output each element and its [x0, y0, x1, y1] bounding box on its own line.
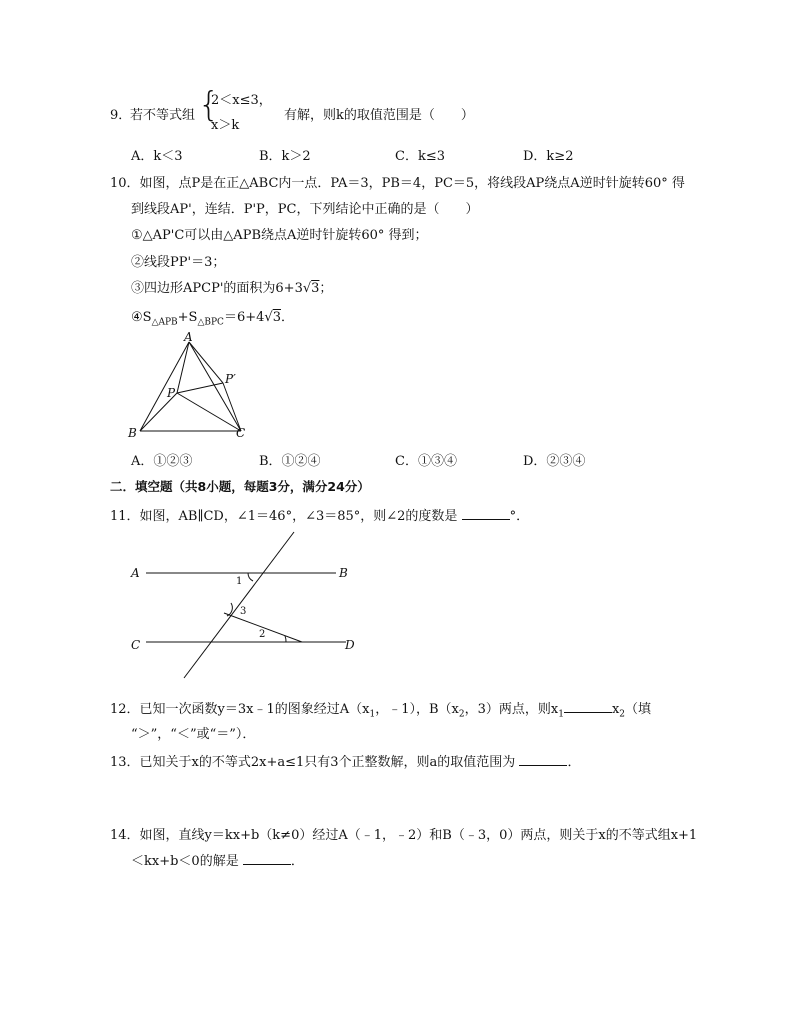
q9-option-a: A．k＜3: [131, 149, 183, 164]
q11-figure-lines: [146, 532, 346, 678]
q10-stem-line2: 到线段AP'，连结．P'P，PC，下列结论中正确的是（ ）: [131, 202, 479, 217]
angle-2-label: 2: [259, 629, 266, 640]
label-C: C: [131, 638, 141, 652]
q9-option-d: D．k≥2: [523, 149, 574, 164]
q14-stem-line2: ＜kx+b＜0的解是 ．: [131, 854, 304, 869]
q9-system-line1: 2＜x≤3，: [211, 93, 272, 108]
q9-option-c: C．k≤3: [395, 149, 445, 164]
label-B: B: [128, 426, 137, 440]
section-heading: 二．填空题（共8小题，每题3分，满分24分）: [110, 479, 370, 494]
q12-stem-line1: 12．已知一次函数y＝3x﹣1的图象经过$A(x_1$，﹣1），$B(x_2$，3）两点，则$x_1$ $x_2$（填: [110, 702, 652, 720]
q10-statement-3: ③四边形APCP'的面积为6+3√3；: [131, 281, 333, 296]
label-B: B: [339, 566, 348, 580]
q10-figure-lines: [140, 342, 241, 431]
q14-answer-blank[interactable]: [243, 852, 291, 865]
q12-answer-blank[interactable]: [564, 700, 612, 713]
q10-statement-2: ②线段PP'＝3；: [131, 255, 226, 270]
q10-option-c: C．①③④: [395, 454, 457, 469]
q10-option-a: A．①②③: [131, 454, 193, 469]
q10-option-d: D．②③④: [523, 454, 586, 469]
q11-stem: 11．如图，AB∥CD，∠1＝46°，∠3＝85°，则∠2的度数是 °．: [110, 509, 530, 524]
q12-stem-line2: “＞”，“＜”或“＝”）．: [131, 727, 256, 742]
label-P: P: [167, 386, 176, 400]
q10-triangle-figure: [122, 330, 262, 442]
label-C: C: [236, 426, 246, 440]
q10-option-b: B．①②④: [259, 454, 321, 469]
label-P-prime: P′: [225, 372, 236, 386]
q11-answer-blank[interactable]: [462, 507, 510, 520]
label-D: D: [345, 638, 355, 652]
angle-1-label: 1: [236, 576, 243, 587]
q9-option-b: B．k＞2: [259, 149, 311, 164]
q14-stem-line1: 14．如图，直线y＝kx+b（k≠0）经过A（﹣1，﹣2）和B（﹣3，0）两点，则关于x的不等式组x+1: [110, 828, 698, 843]
q13-stem: 13．已知关于x的不等式2x+a≤1只有3个正整数解，则a的取值范围为 ．: [110, 755, 581, 770]
label-A: A: [131, 566, 140, 580]
q11-parallel-lines-figure: [128, 528, 360, 688]
q9-stem-suffix: 有解，则k的取值范围是（ ）: [284, 108, 474, 123]
q9-stem-prefix: 若不等式组: [130, 108, 196, 123]
q13-answer-blank[interactable]: [519, 753, 567, 766]
q9-system-line2: x＞k: [211, 118, 240, 133]
label-A: A: [184, 330, 193, 344]
angle-3-label: 3: [240, 606, 247, 617]
q10-statement-4: $④S_{\triangle APB}+S_{\triangle BPC}=6+4√3$．: [131, 310, 294, 328]
q9-brace: {: [198, 85, 220, 125]
q10-stem-line1: 10．如图，点P是在正△ABC内一点．PA＝3，PB＝4，PC＝5，将线段AP绕点A逆时针旋转60° 得: [110, 176, 685, 191]
q10-statement-1: ①△AP'C可以由△APB绕点A逆时针旋转60° 得到；: [131, 228, 428, 243]
q9-number: 9．: [110, 108, 132, 123]
